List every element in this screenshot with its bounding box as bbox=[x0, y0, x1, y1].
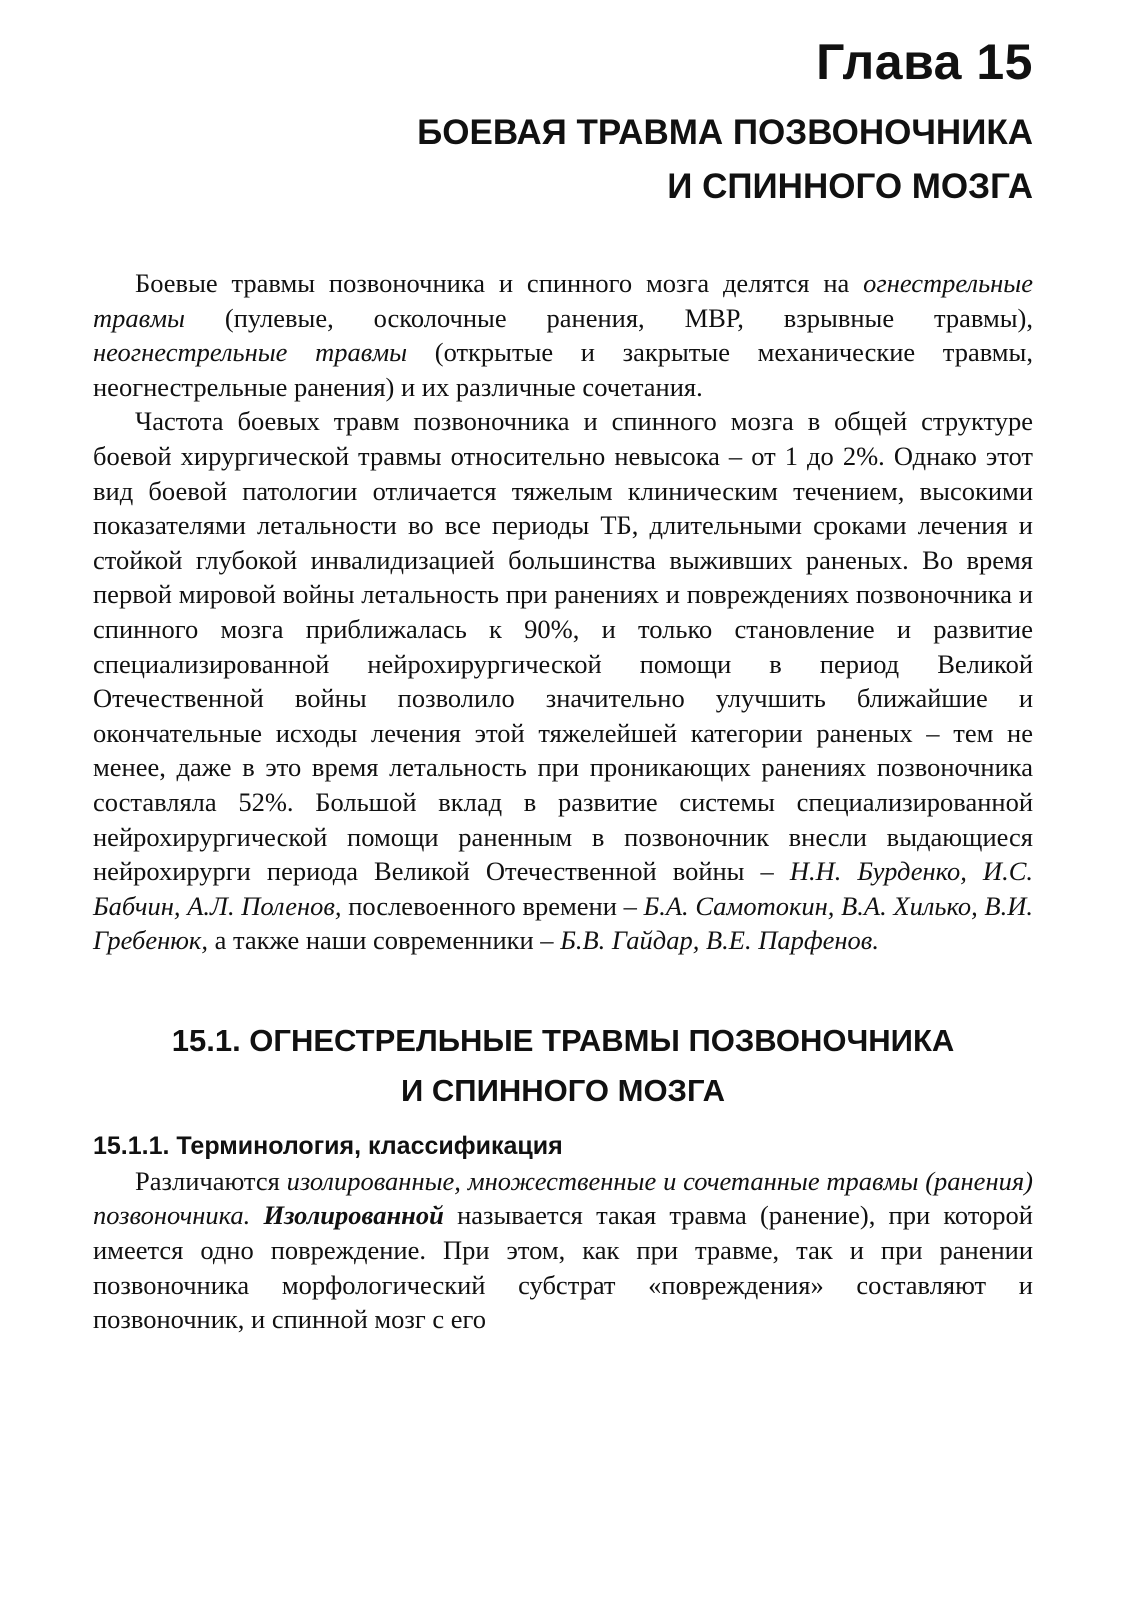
section-title bbox=[93, 1016, 1033, 1116]
section-title-line-2: И СПИННОГО МОЗГА bbox=[401, 1072, 725, 1108]
subsection-title: 15.1.1. Терминология, классификация bbox=[93, 1131, 563, 1160]
intro-paragraph-1 bbox=[93, 266, 1033, 404]
italic-term: неогнестрельные травмы bbox=[93, 337, 408, 368]
text-run: а также наши современники – bbox=[207, 925, 561, 956]
section-paragraph-1 bbox=[93, 1164, 1033, 1337]
text-run: (пулевые, осколочные ранения, МВР, взрывные травмы), bbox=[185, 302, 1033, 333]
italic-term: изолированные, множественные и сочетанные травмы (ранения) позвоночника. bbox=[93, 1165, 1033, 1231]
chapter-label: Глава 15 bbox=[816, 34, 1033, 90]
italic-names: Б.В. Гайдар, В.Е. Парфенов. bbox=[560, 925, 879, 956]
chapter-title-line-1: БОЕВАЯ ТРАВМА ПОЗВОНОЧНИКА bbox=[417, 113, 1033, 152]
italic-term: огнестрельные травмы bbox=[93, 268, 1033, 333]
intro-paragraph-2 bbox=[93, 404, 1033, 958]
italic-names: Б.А. Самотокин, В.А. Хилько, В.И. Гребенюк, bbox=[93, 890, 1033, 956]
book-page bbox=[93, 30, 1033, 1337]
text-run: называется такая травма (ранение), при которой имеется одно повреждение. При этом, как при травме, так и при ранении позвоночника морфологический субстрат «повреждения» составляют и позвоночник, и спинной мозг с его bbox=[93, 1200, 1033, 1335]
italic-names: Н.Н. Бурденко, И.С. Бабчин, А.Л. Поленов, bbox=[93, 856, 1033, 921]
bold-italic-term: Изолированной bbox=[263, 1200, 444, 1231]
text-run bbox=[250, 1200, 263, 1230]
text-run: (открытые и закрытые механические травмы, неогнестрельные ранения) и их различные сочетания. bbox=[93, 337, 1033, 402]
chapter-title-line-2: И СПИННОГО МОЗГА bbox=[667, 167, 1033, 206]
section-title-line-1: 15.1. ОГНЕСТРЕЛЬНЫЕ ТРАВМЫ ПОЗВОНОЧНИКА bbox=[171, 1022, 955, 1058]
text-run: Различаются bbox=[135, 1165, 287, 1196]
chapter-title bbox=[93, 106, 1033, 214]
text-run: послевоенного времени – bbox=[341, 890, 644, 921]
chapter-intro bbox=[93, 266, 1033, 958]
text-run: Боевые травмы позвоночника и спинного мозга делятся на bbox=[135, 268, 864, 298]
text-run: Частота боевых травм позвоночника и спинного мозга в общей структуре боевой хирургической травмы относительно невысока – от 1 до 2%. Однако этот вид боевой патологии отличается тяжелым клиническим течением, высокими показателями летальности во все периоды ТБ, длительными сроками лечения и стойкой глубокой инвалидизацией большинства выживших раненых. Во время первой мировой войны летальность при ранениях и повреждениях позвоночника и спинного мозга приближалась к 90%, и только становление и развитие специализированной нейрохирургической помощи в период Великой Отечественной войны позволило значительно улучшить ближайшие и окончательные исходы лечения этой тяжелейшей категории раненых – тем не менее, даже в это время летальность при проникающих ранениях позвоночника составляла 52%. Большой вклад в развитие системы специализированной нейрохирургической помощи раненным в позвоночник внесли выдающиеся нейрохирурги периода Великой Отечественной войны – bbox=[93, 406, 1033, 887]
